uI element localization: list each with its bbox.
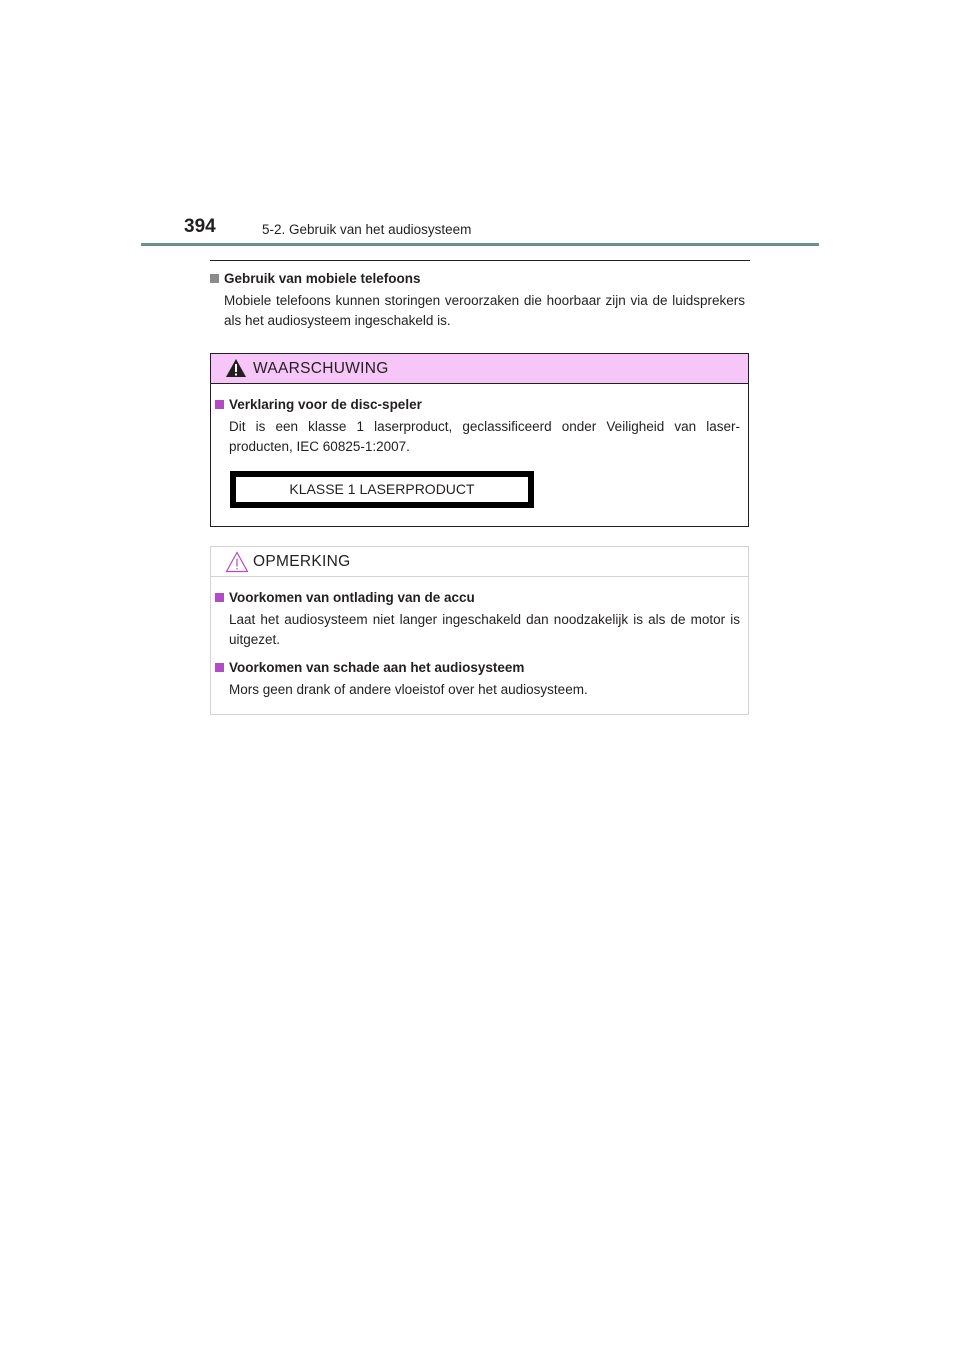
warning-triangle-outline-icon: [225, 551, 249, 573]
note-body: [211, 577, 748, 700]
note-item-heading: [215, 588, 740, 608]
note-item-heading-text: Voorkomen van ontlading van de accu: [229, 590, 475, 605]
note-item-body: Mors geen drank of andere vloeistof over het audiosysteem.: [229, 682, 588, 697]
warning-box: [210, 353, 749, 527]
square-bullet-icon: [215, 663, 224, 672]
note-item-body: Laat het audiosysteem niet langer ingeschakeld dan noodzakelijk is als de motor is uitgezet.: [229, 612, 740, 647]
note-title: OPMERKING: [253, 553, 351, 570]
warning-title: WAARSCHUWING: [253, 360, 389, 377]
page-number: 394: [184, 216, 216, 237]
warning-item-body: Dit is een klasse 1 laserproduct, geclassificeerd onder Veiligheid van laser-producten, IEC 60825-1:2007.: [229, 419, 740, 454]
note-box: [210, 546, 749, 715]
warning-item: [215, 395, 740, 457]
laser-label-text: KLASSE 1 LASERPRODUCT: [236, 477, 528, 502]
intro-section: [210, 269, 745, 331]
intro-body: Mobiele telefoons kunnen storingen veroorzaken die hoorbaar zijn via de luidsprekers als het audiosysteem ingeschakeld is.: [224, 293, 745, 328]
warning-body: [211, 384, 748, 508]
intro-heading-text: Gebruik van mobiele telefoons: [224, 271, 421, 286]
square-bullet-icon: [215, 400, 224, 409]
content-rule: [210, 260, 750, 261]
warning-item-heading: [215, 395, 740, 415]
warning-item-heading-text: Verklaring voor de disc-speler: [229, 397, 422, 412]
intro-heading: [210, 269, 745, 289]
note-item-heading: [215, 658, 740, 678]
square-bullet-icon: [215, 593, 224, 602]
header-rule: [141, 243, 819, 246]
laser-label-plate: [230, 471, 534, 508]
section-title: 5-2. Gebruik van het audiosysteem: [262, 222, 472, 237]
warning-header: [211, 354, 748, 384]
note-item: [215, 658, 740, 700]
warning-triangle-filled-icon: [225, 358, 247, 378]
square-bullet-icon: [210, 274, 219, 283]
note-item-heading-text: Voorkomen van schade aan het audiosysteem: [229, 660, 525, 675]
note-item: [215, 588, 740, 650]
note-header: [211, 547, 748, 577]
